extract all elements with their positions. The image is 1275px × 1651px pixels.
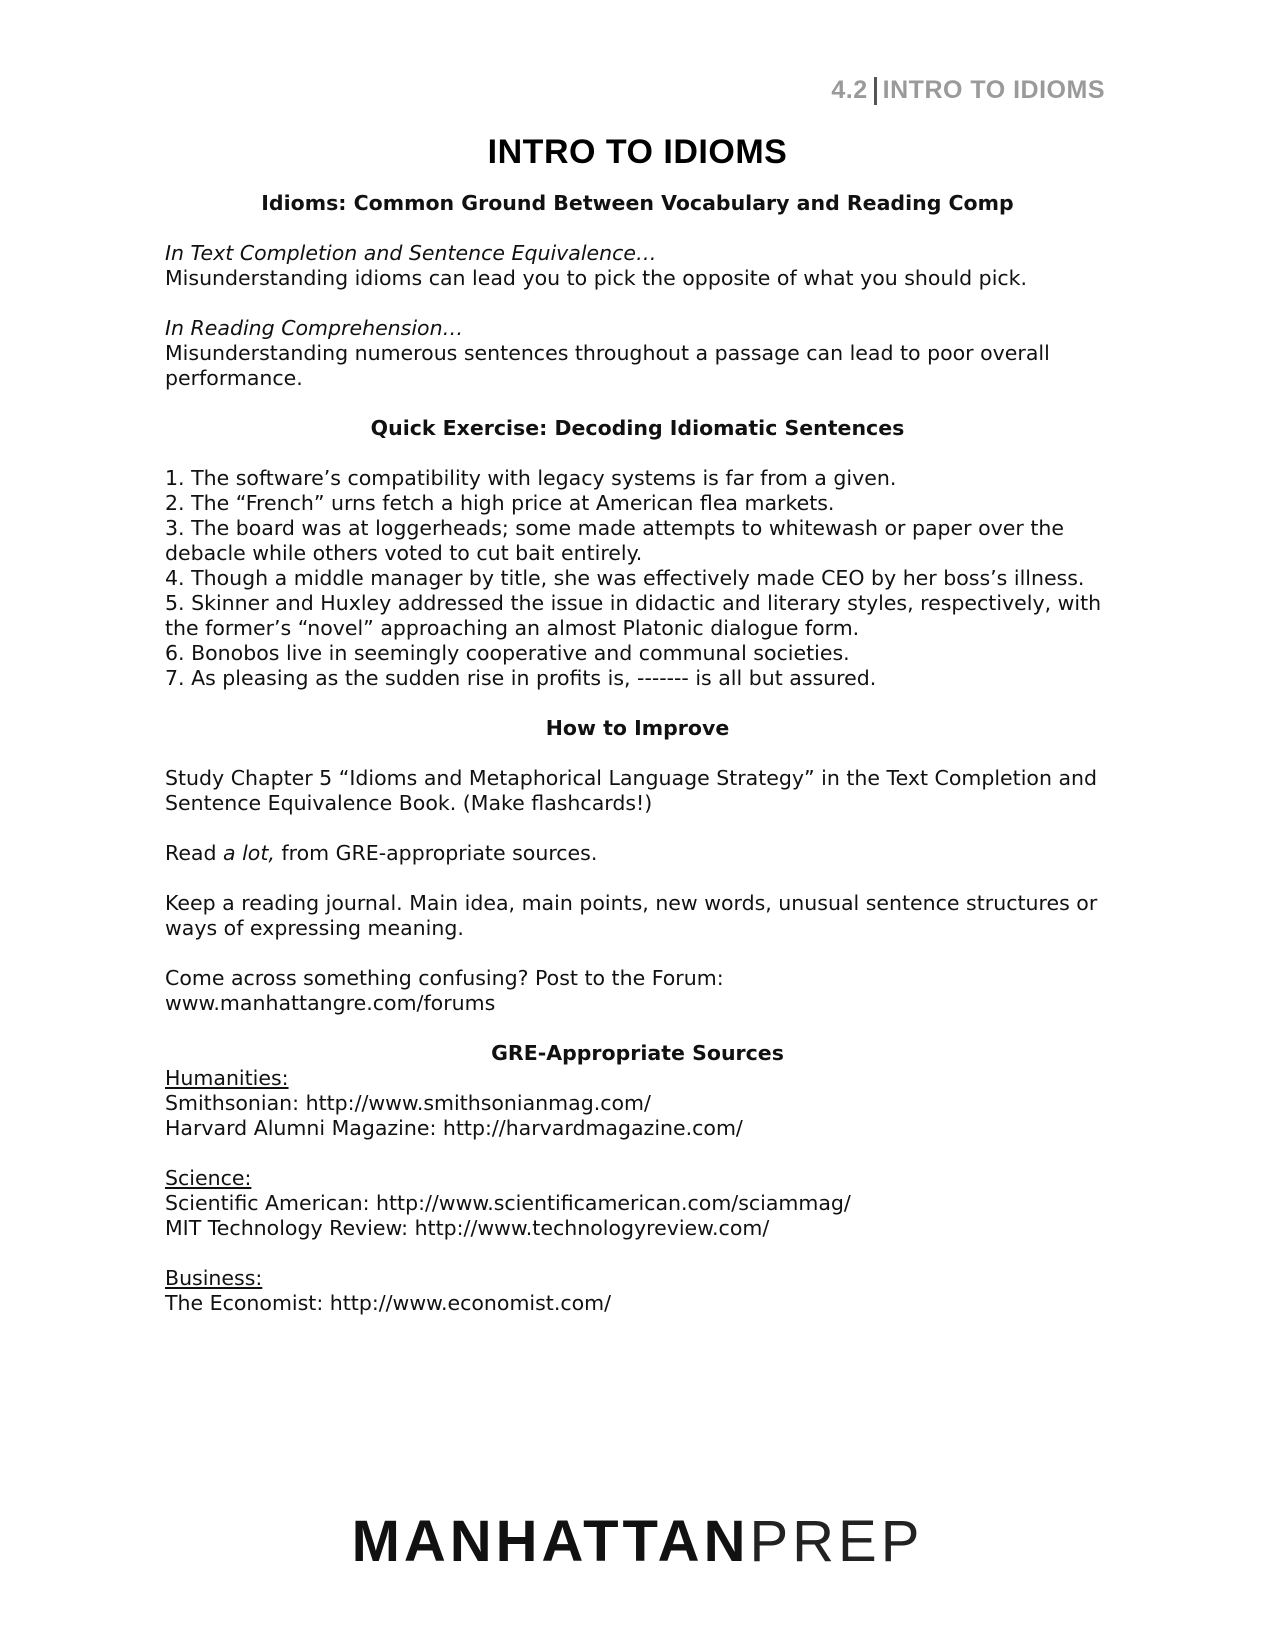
exercise-item: 2. The “French” urns fetch a high price at American flea markets.	[165, 491, 835, 515]
sources-heading: GRE-Appropriate Sources	[491, 1041, 784, 1065]
page-content	[165, 130, 1110, 1316]
source-entry: MIT Technology Review: http://www.technologyreview.com/	[165, 1216, 770, 1240]
section-number: 4.2	[831, 76, 868, 104]
rc-text: Misunderstanding numerous sentences throughout a passage can lead to poor overall performance.	[165, 341, 1050, 390]
section-title: INTRO TO IDIOMS	[882, 76, 1105, 104]
improve-read-before: Read	[165, 841, 224, 865]
tc-label: In Text Completion and Sentence Equivalence…	[165, 241, 657, 265]
rc-label: In Reading Comprehension…	[165, 316, 464, 340]
tc-text: Misunderstanding idioms can lead you to pick the opposite of what you should pick.	[165, 266, 1028, 290]
forum-link[interactable]: www.manhattangre.com/forums	[165, 991, 496, 1015]
exercise-item: 7. As pleasing as the sudden rise in profits is, ------- is all but assured.	[165, 666, 877, 690]
improve-study: Study Chapter 5 “Idioms and Metaphorical Language Strategy” in the Text Completion and Sentence Equivalence Book. (Make flashcards!)	[165, 766, 1098, 815]
improve-forum-prompt: Come across something confusing? Post to the Forum:	[165, 966, 724, 990]
exercise-item: 6. Bonobos live in seemingly cooperative and communal societies.	[165, 641, 850, 665]
exercise-item: 3. The board was at loggerheads; some made attempts to whitewash or paper over the debacle while others voted to cut bait entirely.	[165, 516, 1064, 565]
header-divider	[874, 77, 877, 105]
business-label: Business:	[165, 1266, 263, 1290]
exercise-item: 1. The software’s compatibility with legacy systems is far from a given.	[165, 466, 897, 490]
intro-heading: Idioms: Common Ground Between Vocabulary and Reading Comp	[261, 191, 1014, 215]
exercise-heading: Quick Exercise: Decoding Idiomatic Sentences	[370, 416, 905, 440]
logo-manhattan: MANHATTAN	[351, 1509, 750, 1574]
exercise-item: 5. Skinner and Huxley addressed the issue in didactic and literary styles, respectively, with the former’s “novel” approaching an almost Platonic dialogue form.	[165, 591, 1102, 640]
logo-prep: PREP	[749, 1509, 924, 1574]
improve-read	[165, 841, 1110, 866]
exercise-item: 4. Though a middle manager by title, she was effectively made CEO by her boss’s illness.	[165, 566, 1085, 590]
science-label: Science:	[165, 1166, 252, 1190]
source-entry: Scientific American: http://www.scientificamerican.com/sciammag/	[165, 1191, 851, 1215]
source-entry: Smithsonian: http://www.smithsonianmag.com/	[165, 1091, 651, 1115]
page-title: INTRO TO IDIOMS	[487, 133, 788, 171]
improve-heading: How to Improve	[545, 716, 730, 740]
humanities-label: Humanities:	[165, 1066, 289, 1090]
improve-read-emphasis: a lot,	[223, 841, 275, 865]
source-entry: Harvard Alumni Magazine: http://harvardmagazine.com/	[165, 1116, 743, 1140]
running-header	[831, 76, 1105, 105]
exercise-list	[165, 466, 1110, 691]
source-entry: The Economist: http://www.economist.com/	[165, 1291, 612, 1315]
improve-journal: Keep a reading journal. Main idea, main points, new words, unusual sentence structures or ways of expressing meaning.	[165, 891, 1098, 940]
improve-read-after: from GRE-appropriate sources.	[274, 841, 598, 865]
manhattan-prep-logo	[0, 1508, 1275, 1575]
